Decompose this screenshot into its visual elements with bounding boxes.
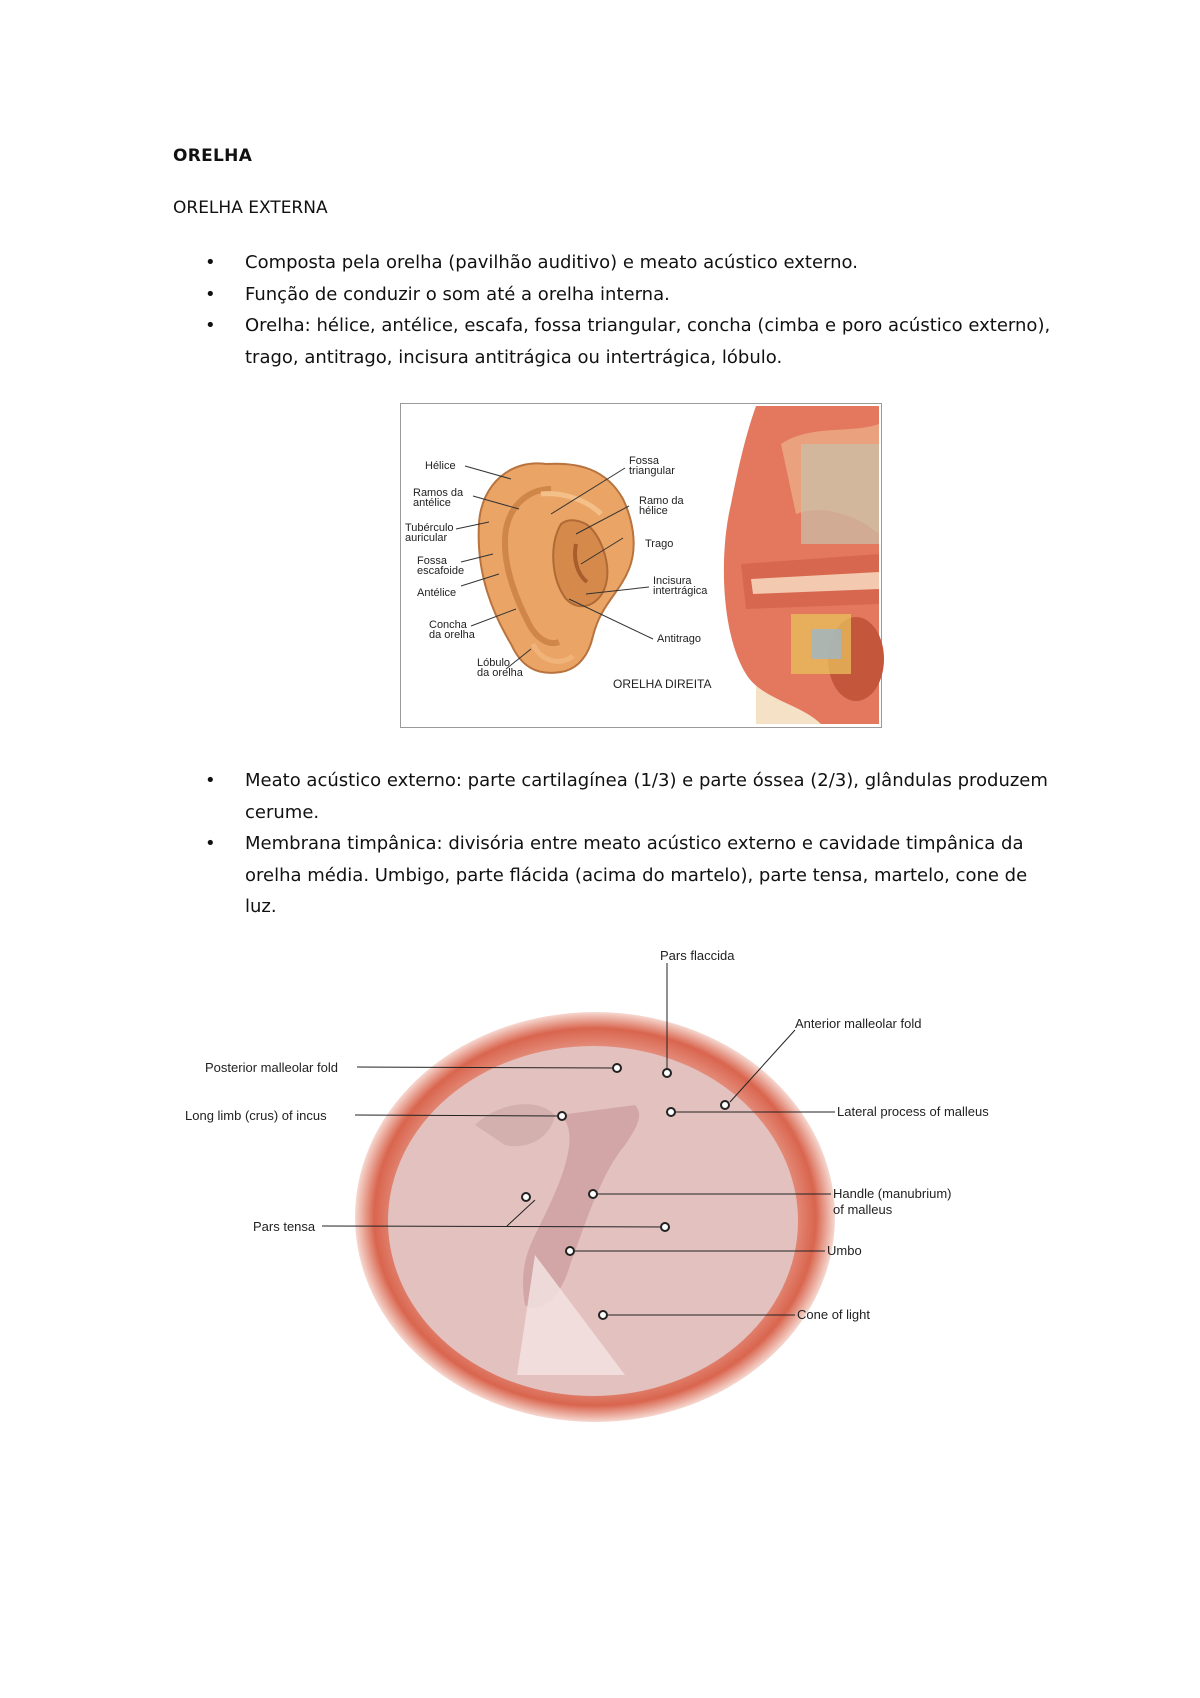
bullet-list-1 [173,247,1053,373]
label-handle-1: Handle (manubrium) [833,1186,952,1201]
label-ramos-antelice-1: Ramos da [413,487,464,499]
list-item: • Membrana timpânica: divisória entre meato acústico externo e cavidade timpânica da orelha média. Umbigo, parte flácida (acima do martelo), parte tensa, martelo, cone de luz. [173,828,1053,923]
label-fossa-escafoide-1: Fossa [417,555,447,567]
label-lobulo-2: da orelha [477,667,523,679]
external-ear-illustration [401,404,881,727]
label-umbo: Umbo [827,1243,862,1258]
label-incisura-2: intertrágica [653,585,708,597]
tympanic-membrane-figure [185,948,1005,1425]
list-item: • Orelha: hélice, antélice, escafa, fossa triangular, concha (cimba e poro acústico externo), trago, antitrago, incisura antitrágica ou intertrágica, lóbulo. [173,310,1053,373]
tympanic-membrane-illustration [185,948,1005,1425]
list-item: • Meato acústico externo: parte cartilagínea (1/3) e parte óssea (2/3), glândulas produzem cerume. [173,765,1053,828]
label-tuberculo-1: Tubérculo [405,522,454,534]
label-fossa-triangular-1: Fossa [629,455,659,467]
list-item: • Função de conduzir o som até a orelha interna. [173,279,1053,311]
list-item: • Composta pela orelha (pavilhão auditivo) e meato acústico externo. [173,247,1053,279]
label-long-limb-incus: Long limb (crus) of incus [185,1108,327,1123]
label-lateral-process: Lateral process of malleus [837,1104,989,1119]
label-antitrago: Antitrago [657,633,702,645]
external-ear-figure [400,403,882,728]
label-antelice: Antélice [417,587,457,599]
label-tuberculo-2: auricular [405,532,448,544]
label-helice: Hélice [425,460,456,472]
label-lobulo-1: Lóbulo [477,657,511,669]
label-pars-tensa: Pars tensa [253,1219,316,1234]
label-cone-of-light: Cone of light [797,1307,870,1322]
section-heading: ORELHA EXTERNA [173,198,328,218]
label-anterior-malleolar-fold: Anterior malleolar fold [795,1016,922,1031]
page-title: ORELHA [173,146,253,166]
label-concha-1: Concha [429,619,467,631]
label-incisura-1: Incisura [653,575,692,587]
label-concha-2: da orelha [429,629,475,641]
label-handle-2: of malleus [833,1202,893,1217]
label-trago: Trago [645,538,674,550]
ear-section-drawing [724,406,884,724]
label-ramos-antelice-2: antélice [413,497,451,509]
auricle-drawing [479,463,634,672]
figure-caption: ORELHA DIREITA [613,677,712,691]
label-fossa-triangular-2: triangular [629,465,675,477]
label-ramo-helice-1: Ramo da [639,495,684,507]
label-ramo-helice-2: hélice [639,505,668,517]
label-fossa-escafoide-2: escafoide [417,565,465,577]
label-pars-flaccida: Pars flaccida [660,948,735,963]
bullet-list-2 [173,765,1053,923]
label-posterior-malleolar-fold: Posterior malleolar fold [205,1060,338,1075]
